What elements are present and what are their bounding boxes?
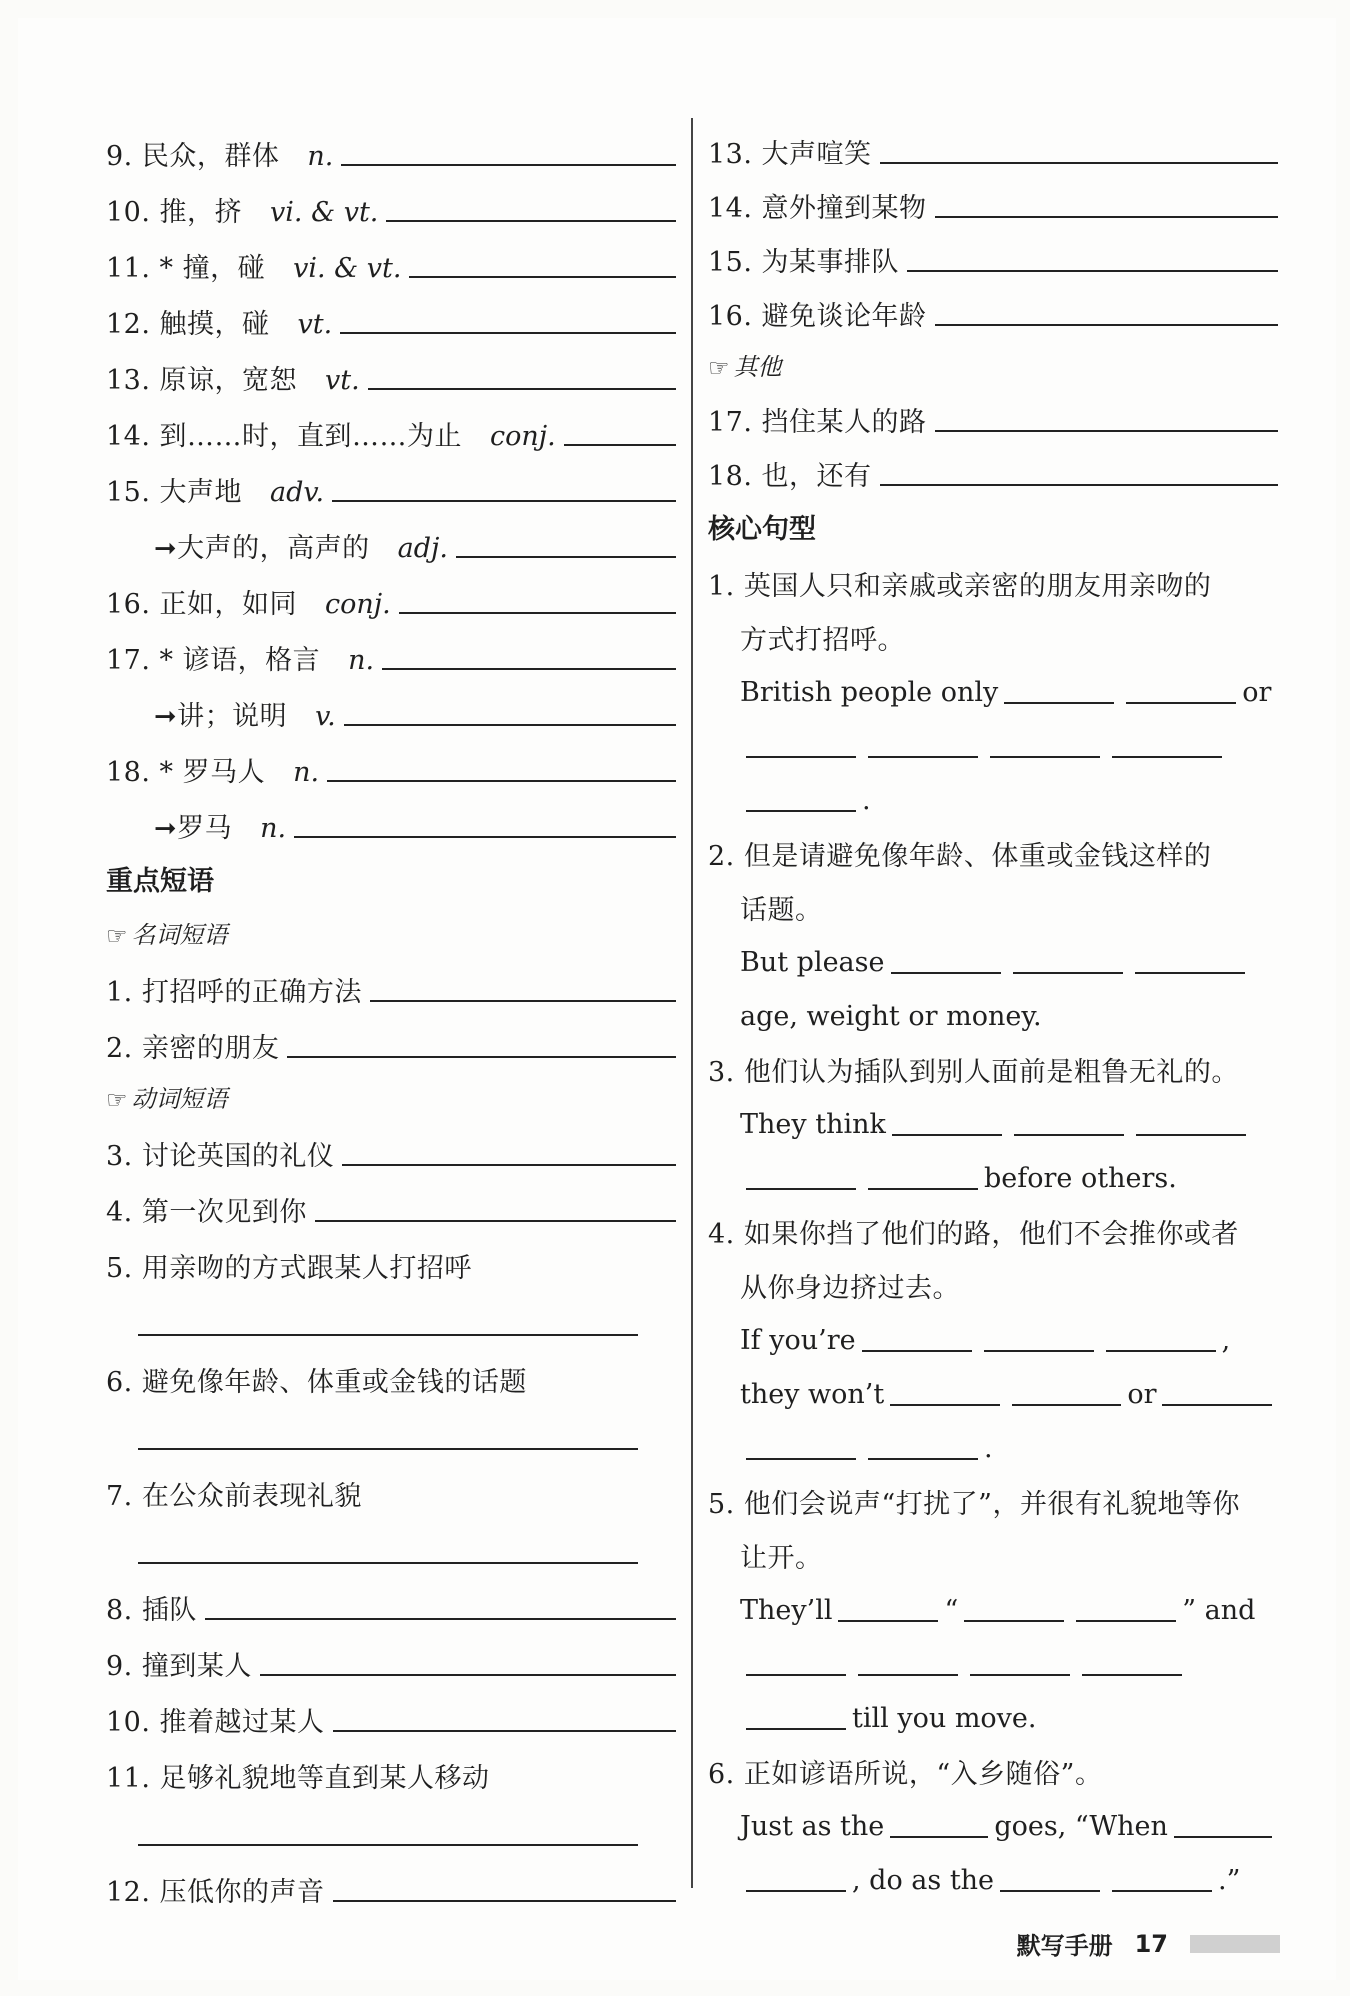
vocab-answer-blank[interactable] [327, 778, 676, 782]
sentence-answer-blank[interactable] [838, 1618, 938, 1622]
vocab-item [106, 786, 676, 842]
part-of-speech: v. [315, 701, 336, 732]
sentence-english-text: ” and [1182, 1595, 1256, 1626]
phrase-item [708, 382, 1278, 436]
sentence-answer-line [708, 924, 1278, 978]
sentence-prompt [708, 816, 1278, 870]
sentence-prompt [708, 546, 1278, 600]
phrase-meaning: 8. 插队 [106, 1595, 197, 1626]
part-of-speech: vt. [297, 309, 333, 340]
phrase-item [708, 222, 1278, 276]
vocab-item [106, 506, 676, 562]
vocab-meaning: 13. 原谅，宽恕 [106, 365, 298, 396]
vocab-answer-blank[interactable] [340, 330, 676, 334]
phrase-meaning: 15. 为某事排队 [708, 247, 900, 278]
sentence-prompt [708, 1518, 1278, 1572]
phrase-meaning: 13. 大声喧笑 [708, 139, 872, 170]
phrase-meaning: 4. 第一次见到你 [106, 1197, 307, 1228]
sentence-answer-blank[interactable] [890, 1402, 1000, 1406]
vocab-item [106, 394, 676, 450]
sentence-answer-blank[interactable] [1126, 700, 1236, 704]
phrase-item [708, 276, 1278, 330]
phrase-answer-blank[interactable] [907, 268, 1278, 272]
phrase-meaning: 3. 讨论英国的礼仪 [106, 1141, 335, 1172]
phrase-meaning: 18. 也，还有 [708, 461, 872, 492]
sentence-answer-blank[interactable] [970, 1672, 1070, 1676]
vocab-answer-blank[interactable] [344, 722, 676, 726]
phrase-answer-line [106, 1510, 676, 1568]
phrase-meaning: 1. 打招呼的正确方法 [106, 977, 362, 1008]
vocab-answer-blank[interactable] [386, 218, 676, 222]
sentence-prompt [708, 1032, 1278, 1086]
vocab-answer-blank[interactable] [409, 274, 676, 278]
worksheet-page [18, 18, 1336, 1980]
sentence-english-text: Just as the [740, 1811, 885, 1842]
sentence-answer-blank[interactable] [1112, 754, 1222, 758]
sentence-english-text: “ [944, 1595, 959, 1626]
part-of-speech: vi. & vt. [293, 253, 402, 284]
page-footer [1017, 1926, 1280, 1961]
phrase-answer-blank[interactable] [333, 1898, 676, 1902]
sentence-answer-blank[interactable] [862, 1348, 972, 1352]
sentence-answer-blank[interactable] [1076, 1618, 1176, 1622]
sentence-answer-blank[interactable] [890, 1834, 988, 1838]
vocab-answer-blank[interactable] [332, 498, 676, 502]
sentence-prompt [708, 1248, 1278, 1302]
vocab-item [106, 338, 676, 394]
vocab-answer-blank[interactable] [456, 554, 676, 558]
phrase-meaning: 17. 挡住某人的路 [708, 407, 927, 438]
phrase-meaning: 16. 避免谈论年龄 [708, 301, 927, 332]
sentence-answer-blank[interactable] [746, 754, 856, 758]
vocab-item [106, 282, 676, 338]
sentence-english-text: age, weight or money. [740, 1001, 1042, 1032]
vocab-meaning: 9. 民众，群体 [106, 141, 280, 172]
vocab-item [106, 730, 676, 786]
sentence-answer-blank[interactable] [746, 1726, 846, 1730]
vocab-meaning: 11. * 撞，碰 [106, 253, 266, 284]
sentence-english-text: they won’t [740, 1379, 885, 1410]
sentence-prompt [708, 1734, 1278, 1788]
phrase-answer-blank[interactable] [138, 1842, 638, 1846]
part-of-speech: vi. & vt. [270, 197, 379, 228]
phrase-answer-blank[interactable] [935, 428, 1278, 432]
phrase-answer-line [106, 1282, 676, 1340]
sentence-answer-line [708, 1410, 1278, 1464]
sentence-answer-blank[interactable] [1014, 1132, 1124, 1136]
vocab-item [106, 226, 676, 282]
vocab-meaning: ➞罗马 [154, 813, 233, 844]
vocab-answer-blank[interactable] [368, 386, 676, 390]
sentence-answer-blank[interactable] [868, 754, 978, 758]
phrase-answer-blank[interactable] [260, 1672, 676, 1676]
sentence-english-text: .” [1218, 1865, 1241, 1896]
sentence-answer-blank[interactable] [990, 754, 1100, 758]
vocab-answer-blank[interactable] [382, 666, 676, 670]
column-divider [691, 118, 693, 1888]
section-title-key-phrases: 重点短语 [106, 866, 214, 897]
sentence-answer-blank[interactable] [868, 1456, 978, 1460]
sentence-english-text: till you move. [852, 1703, 1037, 1734]
vocab-meaning: ➞讲；说明 [154, 701, 288, 732]
vocab-item [106, 674, 676, 730]
sentence-answer-blank[interactable] [1106, 1348, 1216, 1352]
phrase-item [708, 168, 1278, 222]
sentence-answer-blank[interactable] [964, 1618, 1064, 1622]
subsection-label-text: 动词短语 [131, 1085, 228, 1113]
vocab-meaning: 15. 大声地 [106, 477, 243, 508]
sentence-answer-line [708, 654, 1278, 708]
vocab-meaning: 16. 正如，如同 [106, 589, 298, 620]
phrase-answer-blank[interactable] [370, 998, 676, 1002]
subsection-label-text: 其他 [733, 353, 782, 381]
phrase-item [106, 1226, 676, 1282]
sentence-english-text: or [1127, 1379, 1157, 1410]
vocab-item [106, 114, 676, 170]
phrase-item [106, 950, 676, 1006]
page-number: 17 [1134, 1929, 1168, 1958]
phrase-meaning: 11. 足够礼貌地等直到某人移动 [106, 1763, 490, 1794]
pointing-hand-icon: ☞ [106, 1086, 128, 1114]
sentence-answer-line [708, 1842, 1278, 1896]
phrase-answer-blank[interactable] [138, 1332, 638, 1336]
vocab-meaning: 10. 推，挤 [106, 197, 243, 228]
sentence-chinese: 4. 如果你挡了他们的路，他们不会推你或者 [708, 1219, 1239, 1250]
sentence-answer-line [708, 762, 1278, 816]
sentence-english-text: But please [740, 947, 885, 978]
phrase-answer-line [106, 1396, 676, 1454]
sentence-prompt [708, 1194, 1278, 1248]
subsection-label [106, 1062, 676, 1114]
phrase-item [106, 1680, 676, 1736]
vocab-item [106, 618, 676, 674]
vocab-answer-blank[interactable] [294, 834, 676, 838]
part-of-speech: n. [260, 813, 287, 844]
sentence-chinese: 1. 英国人只和亲戚或亲密的朋友用亲吻的 [708, 571, 1212, 602]
sentence-answer-line [708, 708, 1278, 762]
sentence-english-text: before others. [984, 1163, 1177, 1194]
sentence-prompt [708, 1464, 1278, 1518]
part-of-speech: adv. [270, 477, 325, 508]
sentence-chinese: 方式打招呼。 [740, 625, 905, 656]
sentence-answer-blank[interactable] [1136, 1132, 1246, 1136]
phrase-item [106, 1006, 676, 1062]
vocab-item [106, 450, 676, 506]
phrase-answer-blank[interactable] [287, 1054, 676, 1058]
sentence-answer-blank[interactable] [1012, 1402, 1122, 1406]
phrase-answer-blank[interactable] [333, 1728, 676, 1732]
phrase-meaning: 7. 在公众前表现礼貌 [106, 1481, 362, 1512]
sentence-chinese: 3. 他们认为插队到别人面前是粗鲁无礼的。 [708, 1057, 1239, 1088]
sentence-answer-line [708, 1572, 1278, 1626]
sentence-answer-line [708, 1140, 1278, 1194]
sentence-chinese: 2. 但是请避免像年龄、体重或金钱这样的 [708, 841, 1212, 872]
sentence-english-text: British people only [740, 677, 999, 708]
sentence-answer-blank[interactable] [1135, 970, 1245, 974]
sentence-answer-blank[interactable] [1162, 1402, 1272, 1406]
sentence-answer-blank[interactable] [892, 1132, 1002, 1136]
phrase-answer-blank[interactable] [880, 482, 1278, 486]
vocab-meaning: 12. 触摸，碰 [106, 309, 270, 340]
sentence-chinese: 6. 正如谚语所说，“入乡随俗”。 [708, 1759, 1103, 1790]
part-of-speech: n. [293, 757, 320, 788]
sentence-english-text: , [1221, 1325, 1231, 1356]
vocab-answer-blank[interactable] [564, 442, 676, 446]
sentence-answer-blank[interactable] [1174, 1834, 1272, 1838]
pointing-hand-icon: ☞ [106, 922, 128, 950]
sentence-answer-blank[interactable] [858, 1672, 958, 1676]
phrase-answer-line [106, 1792, 676, 1850]
sentence-answer-line [708, 1626, 1278, 1680]
sentence-answer-blank[interactable] [868, 1186, 978, 1190]
sentence-answer-blank[interactable] [1000, 1888, 1100, 1892]
phrase-meaning: 2. 亲密的朋友 [106, 1033, 280, 1064]
vocab-meaning: 18. * 罗马人 [106, 757, 266, 788]
section-title-core-sentences: 核心句型 [708, 514, 816, 545]
sentence-answer-blank[interactable] [746, 1888, 846, 1892]
phrase-meaning: 14. 意外撞到某物 [708, 193, 927, 224]
sentence-english-text: . [862, 785, 871, 816]
phrase-item [106, 1454, 676, 1510]
sentence-answer-line [708, 1680, 1278, 1734]
sentence-prompt [708, 600, 1278, 654]
sentence-answer-line [708, 1788, 1278, 1842]
part-of-speech: conj. [325, 589, 391, 620]
phrase-meaning: 5. 用亲吻的方式跟某人打招呼 [106, 1253, 472, 1284]
phrase-answer-blank[interactable] [138, 1560, 638, 1564]
phrase-answer-blank[interactable] [315, 1218, 676, 1222]
sentence-answer-line [708, 1086, 1278, 1140]
sentence-answer-blank[interactable] [746, 808, 856, 812]
phrase-item [106, 1850, 676, 1906]
phrase-item [708, 436, 1278, 490]
sentence-english-text: . [984, 1433, 993, 1464]
footer-bar [1190, 1935, 1280, 1953]
phrase-meaning: 10. 推着越过某人 [106, 1707, 325, 1738]
vocab-meaning: ➞大声的，高声的 [154, 533, 370, 564]
part-of-speech: n. [348, 645, 375, 676]
sentence-answer-blank[interactable] [1004, 700, 1114, 704]
part-of-speech: n. [307, 141, 334, 172]
phrase-item [106, 1114, 676, 1170]
sentence-english-text: or [1242, 677, 1272, 708]
sentence-answer-blank[interactable] [1112, 1888, 1212, 1892]
phrase-answer-blank[interactable] [935, 322, 1278, 326]
sentence-chinese: 话题。 [740, 895, 823, 926]
sentence-answer-blank[interactable] [984, 1348, 1094, 1352]
sentence-answer-blank[interactable] [1082, 1672, 1182, 1676]
sentence-answer-line [708, 1356, 1278, 1410]
phrase-answer-blank[interactable] [880, 160, 1278, 164]
sentence-english-text: If you’re [740, 1325, 856, 1356]
part-of-speech: conj. [490, 421, 556, 452]
sentence-answer-line [708, 978, 1278, 1032]
sentence-chinese: 5. 他们会说声“打扰了”，并很有礼貌地等你 [708, 1489, 1240, 1520]
right-column [708, 114, 1278, 1896]
left-column [106, 114, 676, 1906]
vocab-meaning: 14. 到……时，直到……为止 [106, 421, 463, 452]
vocab-item [106, 562, 676, 618]
phrase-item [708, 114, 1278, 168]
subsection-label [106, 898, 676, 950]
sentence-english-text: They think [740, 1109, 886, 1140]
sentence-answer-blank[interactable] [891, 970, 1001, 974]
sentence-prompt [708, 870, 1278, 924]
phrase-meaning: 9. 撞到某人 [106, 1651, 252, 1682]
pointing-hand-icon: ☞ [708, 354, 730, 382]
sentence-answer-blank[interactable] [746, 1456, 856, 1460]
phrase-meaning: 6. 避免像年龄、体重或金钱的话题 [106, 1367, 527, 1398]
sentence-answer-blank[interactable] [746, 1672, 846, 1676]
phrase-item [106, 1736, 676, 1792]
sentence-answer-blank[interactable] [746, 1186, 856, 1190]
phrase-item [106, 1624, 676, 1680]
phrase-item [106, 1170, 676, 1226]
sentence-chinese: 从你身边挤过去。 [740, 1273, 960, 1304]
sentence-chinese: 让开。 [740, 1543, 823, 1574]
sentence-answer-line [708, 1302, 1278, 1356]
vocab-item [106, 170, 676, 226]
vocab-meaning: 17. * 谚语，格言 [106, 645, 321, 676]
sentence-english-text: They’ll [740, 1595, 833, 1626]
sentence-english-text: goes, “When [994, 1811, 1168, 1842]
phrase-item [106, 1340, 676, 1396]
subsection-label-text: 名词短语 [131, 921, 228, 949]
footer-label: 默写手册 [1016, 1932, 1113, 1960]
phrase-meaning: 12. 压低你的声音 [106, 1877, 325, 1908]
part-of-speech: vt. [325, 365, 360, 396]
subsection-label [708, 330, 1278, 382]
sentence-answer-blank[interactable] [1013, 970, 1123, 974]
phrase-item [106, 1568, 676, 1624]
vocab-answer-blank[interactable] [341, 162, 676, 166]
sentence-english-text: , do as the [852, 1865, 995, 1896]
phrase-answer-blank[interactable] [138, 1446, 638, 1450]
phrase-answer-blank[interactable] [342, 1162, 676, 1166]
vocab-answer-blank[interactable] [399, 610, 676, 614]
phrase-answer-blank[interactable] [205, 1616, 676, 1620]
part-of-speech: adj. [397, 533, 448, 564]
phrase-answer-blank[interactable] [935, 214, 1278, 218]
